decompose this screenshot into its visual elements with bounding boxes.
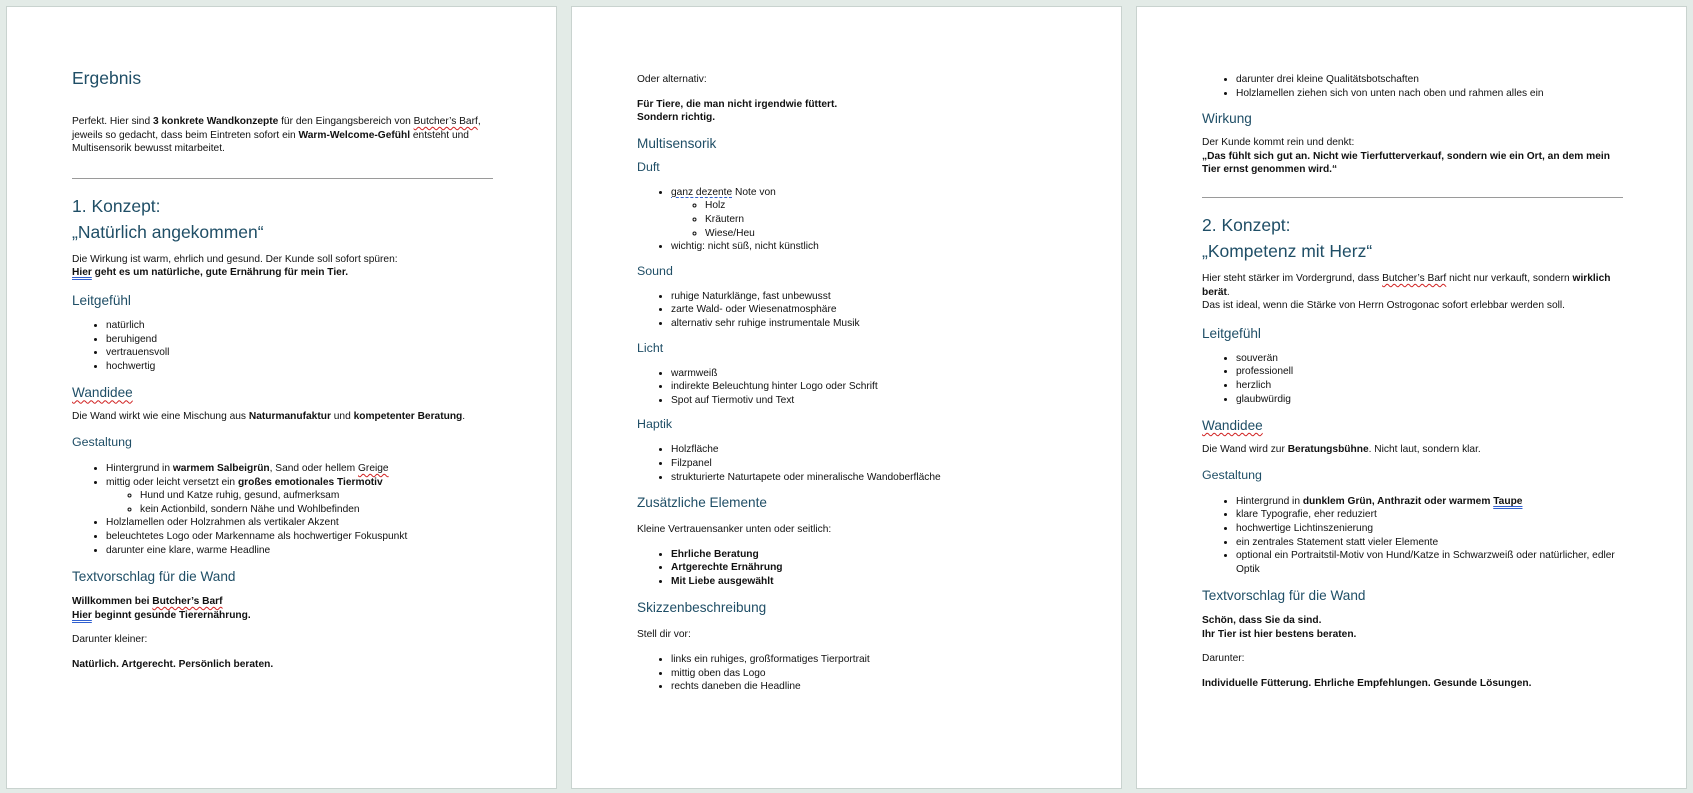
list-item: • strukturierte Naturtapete oder mineralische Wandoberfläche xyxy=(671,471,1058,485)
intro-text: , jeweils so gedacht, dass beim Eintreten sofort ein xyxy=(72,116,481,141)
textvorschlag-bold: Ihr Tier ist hier bestens beraten. xyxy=(1202,628,1357,640)
list-item: • vertrauensvoll xyxy=(106,346,493,360)
list-item xyxy=(1236,495,1623,509)
textvorschlag-bold: beginnt gesunde Tierernährung. xyxy=(91,609,251,621)
sub-list-item: ◦ Hund und Katze ruhig, gesund, aufmerksam xyxy=(140,489,493,503)
list-item-text: mittig oder leicht versetzt ein xyxy=(106,476,238,488)
textvorschlag-sub xyxy=(72,658,493,672)
licht-heading: Licht xyxy=(637,340,664,355)
effect-bold: geht es um natürliche, gute Ernährung für mein Tier. xyxy=(91,267,349,279)
gestaltung-heading: Gestaltung xyxy=(72,434,132,449)
list-item: • natürlich xyxy=(106,319,493,333)
textvorschlag-darunter: Darunter kleiner: xyxy=(72,634,148,646)
gestaltung-list xyxy=(72,462,493,557)
list-item: • darunter drei kleine Qualitätsbotschaften xyxy=(1236,73,1623,87)
document-page-1 xyxy=(6,6,557,789)
effect-statement xyxy=(72,266,493,280)
haptik-heading: Haptik xyxy=(637,417,673,432)
intro-paragraph xyxy=(72,115,493,156)
brand-name[interactable]: Butcher’s Barf xyxy=(1382,272,1447,284)
list-item: • indirekte Beleuchtung hinter Logo oder Schrift xyxy=(671,380,1058,394)
wirkung-heading: Wirkung xyxy=(1202,111,1252,127)
brand-name[interactable]: Butcher’s Barf xyxy=(413,116,478,127)
concept-intro-text: Hier steht stärker im Vordergrund, dass xyxy=(1202,272,1383,284)
concept-heading-line2: „Kompetenz mit Herz“ xyxy=(1202,240,1373,261)
textvorschlag-sub-bold: Individuelle Fütterung. Ehrliche Empfehlungen. Gesunde Lösungen. xyxy=(1202,678,1532,690)
list-item: • Spot auf Tiermotiv und Text xyxy=(671,394,1058,408)
intro-text: Perfekt. Hier sind xyxy=(72,116,153,127)
list-item: • wichtig: nicht süß, nicht künstlich xyxy=(671,240,1058,254)
alt-line1 xyxy=(637,98,1058,112)
list-item: • ein zentrales Statement statt vieler Elemente xyxy=(1236,536,1623,550)
wandidee-heading xyxy=(1202,417,1623,435)
list-item-text: , Sand oder hellem xyxy=(269,462,358,474)
list-item: • Mit Liebe ausgewählt xyxy=(671,575,1058,589)
textvorschlag-line1 xyxy=(1202,614,1623,628)
list-item-text: Hintergrund in xyxy=(1236,495,1303,507)
sound-list xyxy=(637,290,1058,331)
list-item: • herzlich xyxy=(1236,379,1623,393)
wandidee-heading xyxy=(72,384,493,402)
alt-line2 xyxy=(637,111,1058,125)
leitgefuehl-heading: Leitgefühl xyxy=(72,292,131,308)
intro-bold: Warm-Welcome-Gefühl xyxy=(298,129,411,141)
list-item xyxy=(671,186,1058,240)
page-3-content xyxy=(1202,73,1623,691)
wandidee-bold: Naturmanufaktur xyxy=(248,411,331,423)
multisensorik-heading: Multisensorik xyxy=(637,135,717,151)
list-item: • alternativ sehr ruhige instrumentale Musik xyxy=(671,317,1058,331)
list-item: • souverän xyxy=(1236,352,1623,366)
list-item: • Ehrliche Beratung xyxy=(671,548,1058,562)
list-item-bold: warmem Salbeigrün xyxy=(172,462,270,474)
list-item xyxy=(106,476,493,517)
sound-heading: Sound xyxy=(637,263,673,278)
wirkung-quote-bold: „Das fühlt sich gut an. Nicht wie Tierfutterverkauf, sondern wie ein Ort, an dem mein Tier ernst genommen wird.“ xyxy=(1202,150,1610,176)
list-item: • beleuchtetes Logo oder Markenname als hochwertiger Fokuspunkt xyxy=(106,530,493,544)
intro-text: entsteht und Multisensorik bewusst mitarbeitet. xyxy=(72,129,469,155)
sub-list-item: ◦ Wiese/Heu xyxy=(705,227,1058,241)
list-item: • Holzfläche xyxy=(671,443,1058,457)
list-item-bold: dunklem Grün, Anthrazit oder warmem xyxy=(1302,495,1494,507)
top-list xyxy=(1202,73,1623,100)
leitgefuehl-list xyxy=(72,319,493,373)
intro-text: für den Eingangsbereich von xyxy=(278,116,414,127)
sub-list-item: ◦ kein Actionbild, sondern Nähe und Wohlbefinden xyxy=(140,503,493,517)
list-item: • hochwertig xyxy=(106,360,493,374)
list-item: • rechts daneben die Headline xyxy=(671,680,1058,694)
skizze-heading: Skizzenbeschreibung xyxy=(637,600,767,616)
textvorschlag-hier[interactable]: Hier xyxy=(72,609,92,621)
textvorschlag-line2 xyxy=(72,609,493,623)
grammar-flagged-word[interactable]: Taupe xyxy=(1493,495,1523,507)
document-page-2 xyxy=(571,6,1122,789)
wandidee-bold: Beratungsbühne xyxy=(1287,444,1369,456)
wandidee-text-part: . Nicht laut, sondern klar. xyxy=(1368,444,1481,456)
list-item: • warmweiß xyxy=(671,367,1058,381)
alt-line1-bold: Für Tiere, die man nicht irgendwie füttert. xyxy=(637,98,838,110)
textvorschlag-line2 xyxy=(1202,628,1623,642)
list-item: • optional ein Portraitstil-Motiv von Hund/Katze in Schwarzweiß oder natürlicher, edler Optik xyxy=(1236,549,1623,576)
textvorschlag-line1 xyxy=(72,595,493,609)
zusatz-list xyxy=(637,548,1058,589)
list-item: • Filzpanel xyxy=(671,457,1058,471)
wandidee-bold: kompetenter Beratung xyxy=(353,411,463,423)
leitgefuehl-heading: Leitgefühl xyxy=(1202,325,1261,341)
concept-intro-text: nicht nur verkauft, sondern xyxy=(1446,272,1573,284)
document-page-3 xyxy=(1136,6,1687,789)
zusatz-intro: Kleine Vertrauensanker unten oder seitlich: xyxy=(637,524,832,536)
wandidee-heading-text[interactable]: Wandidee xyxy=(72,385,133,401)
concept-heading-line1: 2. Konzept: xyxy=(1202,214,1291,235)
list-item: • hochwertige Lichtinszenierung xyxy=(1236,522,1623,536)
wandidee-text-part: und xyxy=(330,411,354,423)
sub-list xyxy=(671,199,1058,240)
concept-intro-line2: Das ist ideal, wenn die Stärke von Herrn Ostrogonac sofort erlebbar werden soll. xyxy=(1202,300,1565,312)
list-item: • Holzlamellen ziehen sich von unten nach oben und rahmen alles ein xyxy=(1236,87,1623,101)
list-item: • ruhige Naturklänge, fast unbewusst xyxy=(671,290,1058,304)
textvorschlag-sub xyxy=(1202,677,1623,691)
alt-line2-bold: Sondern richtig. xyxy=(637,112,716,124)
list-item: • Holzlamellen oder Holzrahmen als vertikaler Akzent xyxy=(106,516,493,530)
grammar-flagged-phrase[interactable]: ganz dezente xyxy=(671,186,733,198)
textvorschlag-darunter: Darunter: xyxy=(1202,653,1245,665)
leitgefuehl-list xyxy=(1202,352,1623,406)
list-item: • zarte Wald- oder Wiesenatmosphäre xyxy=(671,303,1058,317)
list-item: • mittig oben das Logo xyxy=(671,667,1058,681)
sub-list xyxy=(106,489,493,516)
list-item-text: Note von xyxy=(732,186,776,198)
concept-heading-line1: 1. Konzept: xyxy=(72,195,161,216)
wandidee-heading-text[interactable]: Wandidee xyxy=(1202,418,1263,434)
effect-hier[interactable]: Hier xyxy=(72,267,92,279)
duft-list xyxy=(637,186,1058,254)
list-item xyxy=(106,462,493,476)
page-1-content xyxy=(72,67,493,671)
list-item: • glaubwürdig xyxy=(1236,393,1623,407)
licht-list xyxy=(637,367,1058,408)
textvorschlag-sub-bold: Natürlich. Artgerecht. Persönlich beraten. xyxy=(72,658,274,670)
wandidee-text xyxy=(72,410,493,424)
list-item: • Artgerechte Ernährung xyxy=(671,561,1058,575)
gestaltung-list xyxy=(1202,495,1623,577)
horizontal-rule xyxy=(1202,197,1623,198)
intro-bold: 3 konkrete Wandkonzepte xyxy=(152,116,279,127)
sub-list-item: ◦ Kräutern xyxy=(705,213,1058,227)
list-item: • klare Typografie, eher reduziert xyxy=(1236,508,1623,522)
concept-intro xyxy=(1202,272,1623,299)
textvorschlag-heading: Textvorschlag für die Wand xyxy=(1202,588,1366,604)
wirkung-text: Der Kunde kommt rein und denkt: xyxy=(1202,137,1355,149)
duft-heading: Duft xyxy=(637,159,660,174)
concept-intro-bold: wirklich berät xyxy=(1202,272,1611,298)
wandidee-text xyxy=(1202,443,1623,457)
page-2-content xyxy=(637,73,1058,694)
concept-heading-line2: „Natürlich angekommen“ xyxy=(72,221,264,242)
list-item: • links ein ruhiges, großformatiges Tierportrait xyxy=(671,653,1058,667)
zusatz-heading: Zusätzliche Elemente xyxy=(637,495,767,511)
wandidee-text-part: Die Wand wird zur xyxy=(1202,444,1288,456)
spelling-flagged-word[interactable]: Greige xyxy=(358,462,389,474)
list-item-bold: großes emotionales Tiermotiv xyxy=(237,476,383,488)
brand-name[interactable]: Butcher’s Barf xyxy=(152,596,223,608)
list-item: • beruhigend xyxy=(106,333,493,347)
gestaltung-heading: Gestaltung xyxy=(1202,467,1262,482)
list-item-text: Hintergrund in xyxy=(106,462,173,474)
textvorschlag-bold: Willkommen bei xyxy=(72,596,153,608)
sub-list-item: ◦ Holz xyxy=(705,199,1058,213)
skizze-intro: Stell dir vor: xyxy=(637,629,691,641)
skizze-list xyxy=(637,653,1058,694)
haptik-list xyxy=(637,443,1058,484)
concept-intro-text: . xyxy=(1226,286,1230,298)
list-item: • darunter eine klare, warme Headline xyxy=(106,544,493,558)
effect-text: Die Wirkung ist warm, ehrlich und gesund. Der Kunde soll sofort spüren: xyxy=(72,253,398,265)
wirkung-quote xyxy=(1202,150,1623,177)
alt-label: Oder alternativ: xyxy=(637,74,707,85)
list-item: • professionell xyxy=(1236,365,1623,379)
wandidee-text-part: Die Wand wirkt wie eine Mischung aus xyxy=(72,411,249,423)
textvorschlag-bold: Schön, dass Sie da sind. xyxy=(1202,615,1322,627)
textvorschlag-heading: Textvorschlag für die Wand xyxy=(72,569,236,585)
document-title: Ergebnis xyxy=(72,68,142,88)
horizontal-rule xyxy=(72,178,493,179)
wandidee-text-part: . xyxy=(462,411,466,423)
